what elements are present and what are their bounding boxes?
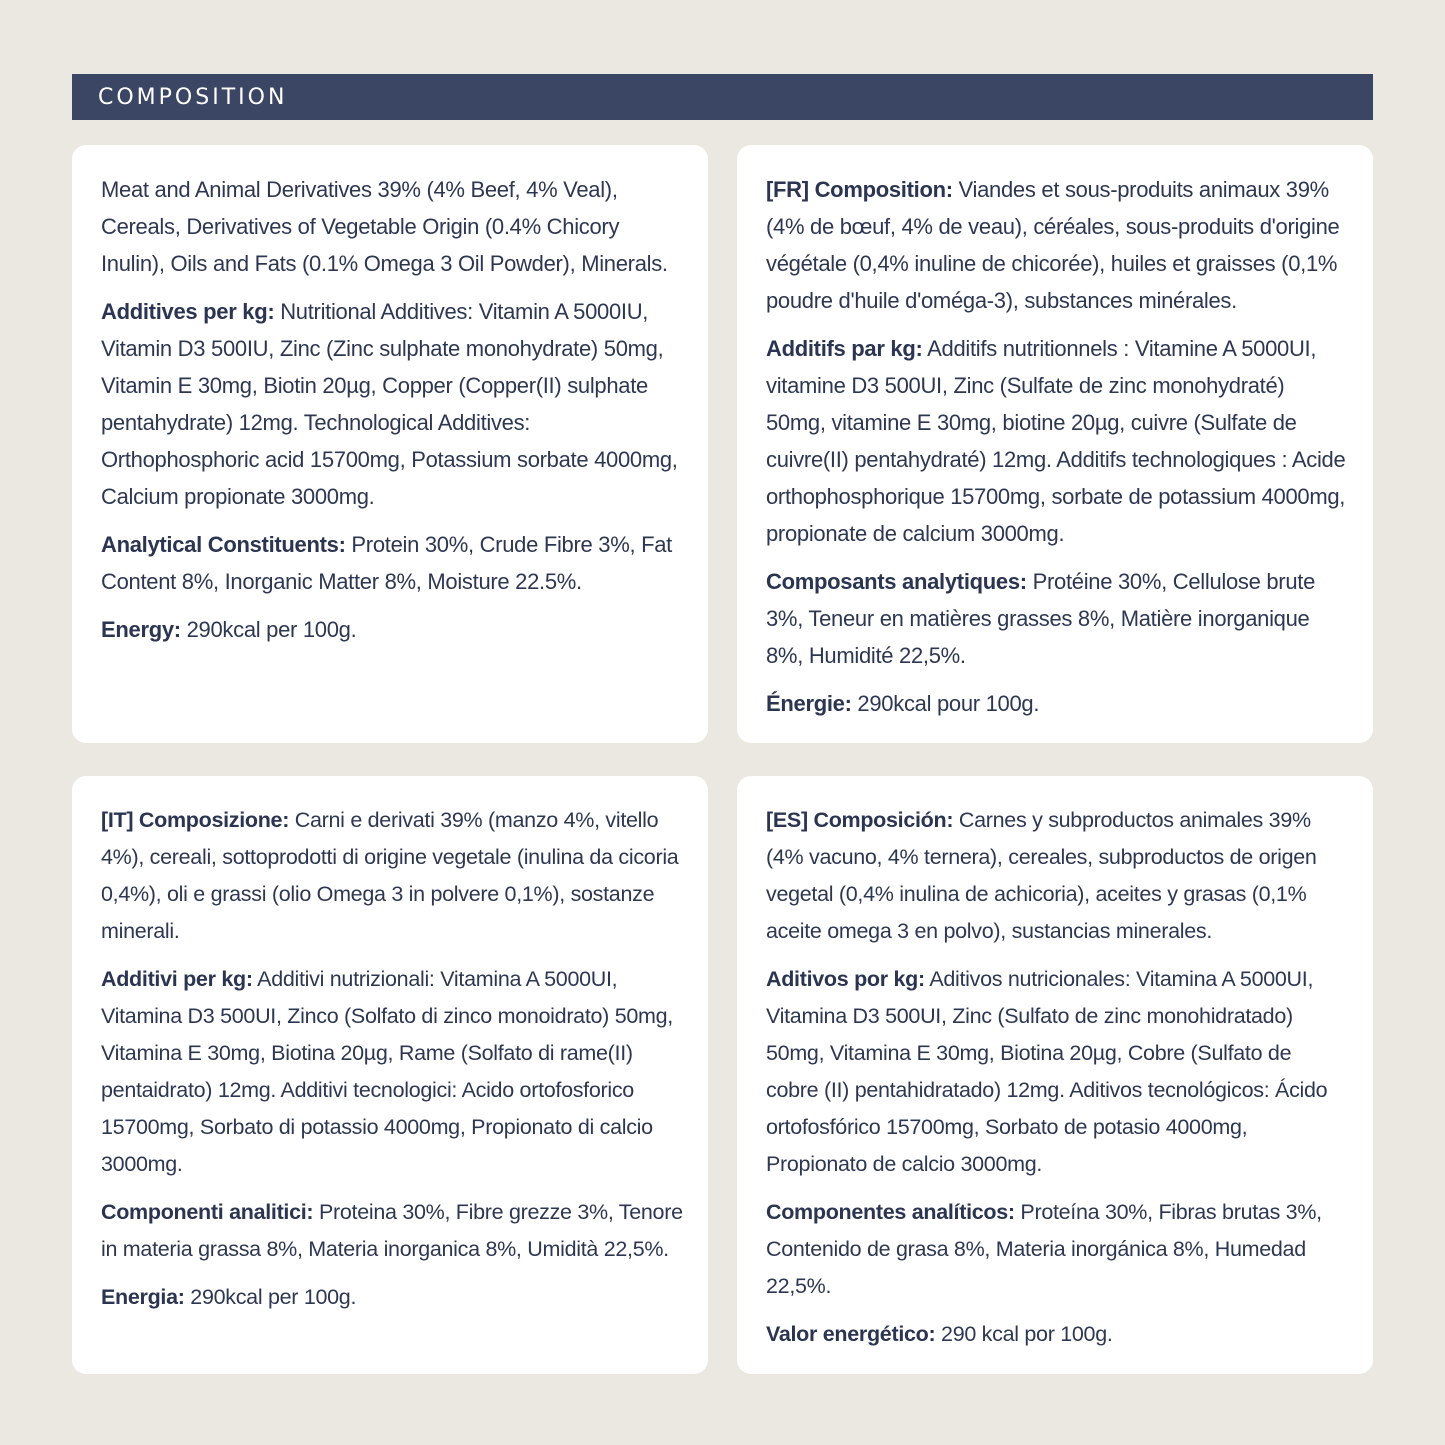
energy-text: 290 kcal por 100g. — [935, 1322, 1113, 1346]
composition-label: [IT] Composizione: — [101, 808, 290, 832]
additives-label: Additifs par kg: — [766, 336, 923, 361]
energy-text: 290kcal pour 100g. — [851, 691, 1040, 716]
analytical-label: Analytical Constituents: — [101, 532, 346, 557]
analytical-text: Protéine 30%, Cellulose brute 3%, Teneur en matières grasses 8%, Matière inorganique 8%, Humidité 22,5%. — [766, 569, 1316, 668]
energy-label: Energy: — [101, 617, 181, 642]
composition-paragraph — [766, 171, 1349, 319]
energy-label: Energia: — [101, 1285, 185, 1309]
analytical-paragraph — [766, 1194, 1349, 1305]
analytical-label: Componentes analíticos: — [766, 1200, 1015, 1224]
additives-text: Aditivos nutricionales: Vitamina A 5000UI, Vitamina D3 500UI, Zinc (Sulfato de zinc monohidratado) 50mg, Vitamina E 30mg, Biotina 20µg, Cobre (Sulfato de cobre (II) pentahidratado) 12mg. Aditivos tecnológicos: Ácido ortofosfórico 15700mg, Sorbato de potasio 4000mg, Propionato de calcio 3000mg. — [766, 967, 1328, 1176]
composition-text: Carni e derivati 39% (manzo 4%, vitello 4%), cereali, sottoprodotti di origine vegetale (inulina da cicoria 0,4%), oli e grassi (olio Omega 3 in polvere 0,1%), sostanze minerali. — [101, 808, 679, 943]
additives-text: Nutritional Additives: Vitamin A 5000IU, Vitamin D3 500IU, Zinc (Zinc sulphate monohydrate) 50mg, Vitamin E 30mg, Biotin 20µg, Copper (Copper(II) sulphate pentahydrate) 12mg. Technological Additives: Orthophosphoric acid 15700mg, Potassium sorbate 4000mg, Calcium propionate 3000mg. — [101, 299, 678, 509]
energy-text: 290kcal per 100g. — [180, 617, 357, 642]
composition-text: Carnes y subproductos animales 39% (4% vacuno, 4% ternera), cereales, subproductos de origen vegetal (0,4% inulina de achicoria), aceites y grasas (0,1% aceite omega 3 en polvo), sustancias minerales. — [766, 808, 1317, 943]
energy-paragraph — [101, 1279, 684, 1316]
energy-paragraph — [766, 685, 1349, 722]
analytical-paragraph — [101, 1194, 684, 1268]
energy-paragraph — [101, 611, 684, 648]
additives-paragraph — [766, 961, 1349, 1183]
additives-text: Additivi nutrizionali: Vitamina A 5000UI, Vitamina D3 500UI, Zinco (Solfato di zinco monoidrato) 50mg, Vitamina E 30mg, Biotina 20µg, Rame (Solfato di rame(II) pentaidrato) 12mg. Additivi tecnologici: Acido ortofosforico 15700mg, Sorbato di potassio 4000mg, Propionato di calcio 3000mg. — [101, 967, 673, 1176]
composition-header-bar — [72, 74, 1373, 120]
additives-label: Aditivos por kg: — [766, 967, 925, 991]
analytical-paragraph — [766, 563, 1349, 674]
additives-text: Additifs nutritionnels : Vitamine A 5000UI, vitamine D3 500UI, Zinc (Sulfate de zinc monohydraté) 50mg, vitamine E 30mg, biotine 20µg, cuivre (Sulfate de cuivre(II) pentahydraté) 12mg. Additifs technologiques : Acide orthophosphorique 15700mg, sorbate de potassium 4000mg, propionate de calcium 3000mg. — [766, 336, 1346, 546]
additives-label: Additives per kg: — [101, 299, 275, 324]
composition-paragraph — [101, 171, 684, 282]
energy-label: Énergie: — [766, 691, 852, 716]
composition-card-english — [72, 145, 708, 743]
composition-label: [ES] Composición: — [766, 808, 954, 832]
composition-paragraph — [101, 802, 684, 950]
analytical-paragraph — [101, 526, 684, 600]
analytical-text: Proteina 30%, Fibre grezze 3%, Tenore in materia grassa 8%, Materia inorganica 8%, Umidità 22,5%. — [101, 1200, 683, 1261]
composition-text: Viandes et sous-produits animaux 39% (4% de bœuf, 4% de veau), céréales, sous-produits d'origine végétale (0,4% inuline de chicorée), huiles et graisses (0,1% poudre d'huile d'oméga-3), substances minérales. — [766, 177, 1340, 313]
composition-card-italian — [72, 776, 708, 1374]
energy-label: Valor energético: — [766, 1322, 936, 1346]
additives-paragraph — [101, 961, 684, 1183]
composition-label: [FR] Composition: — [766, 177, 953, 202]
composition-paragraph — [766, 802, 1349, 950]
energy-text: 290kcal per 100g. — [184, 1285, 357, 1309]
composition-text: Meat and Animal Derivatives 39% (4% Beef, 4% Veal), Cereals, Derivatives of Vegetable Origin (0.4% Chicory Inulin), Oils and Fats (0.1% Omega 3 Oil Powder), Minerals. — [101, 177, 668, 276]
composition-card-french — [737, 145, 1373, 743]
analytical-label: Componenti analitici: — [101, 1200, 314, 1224]
composition-card-spanish — [737, 776, 1373, 1374]
analytical-text: Protein 30%, Crude Fibre 3%, Fat Content 8%, Inorganic Matter 8%, Moisture 22.5%. — [101, 532, 672, 594]
additives-paragraph — [101, 293, 684, 515]
analytical-text: Proteína 30%, Fibras brutas 3%, Contenido de grasa 8%, Materia inorgánica 8%, Humedad 22,5%. — [766, 1200, 1322, 1298]
page-title: COMPOSITION — [98, 84, 288, 110]
additives-label: Additivi per kg: — [101, 967, 253, 991]
additives-paragraph — [766, 330, 1349, 552]
analytical-label: Composants analytiques: — [766, 569, 1027, 594]
energy-paragraph — [766, 1316, 1349, 1353]
